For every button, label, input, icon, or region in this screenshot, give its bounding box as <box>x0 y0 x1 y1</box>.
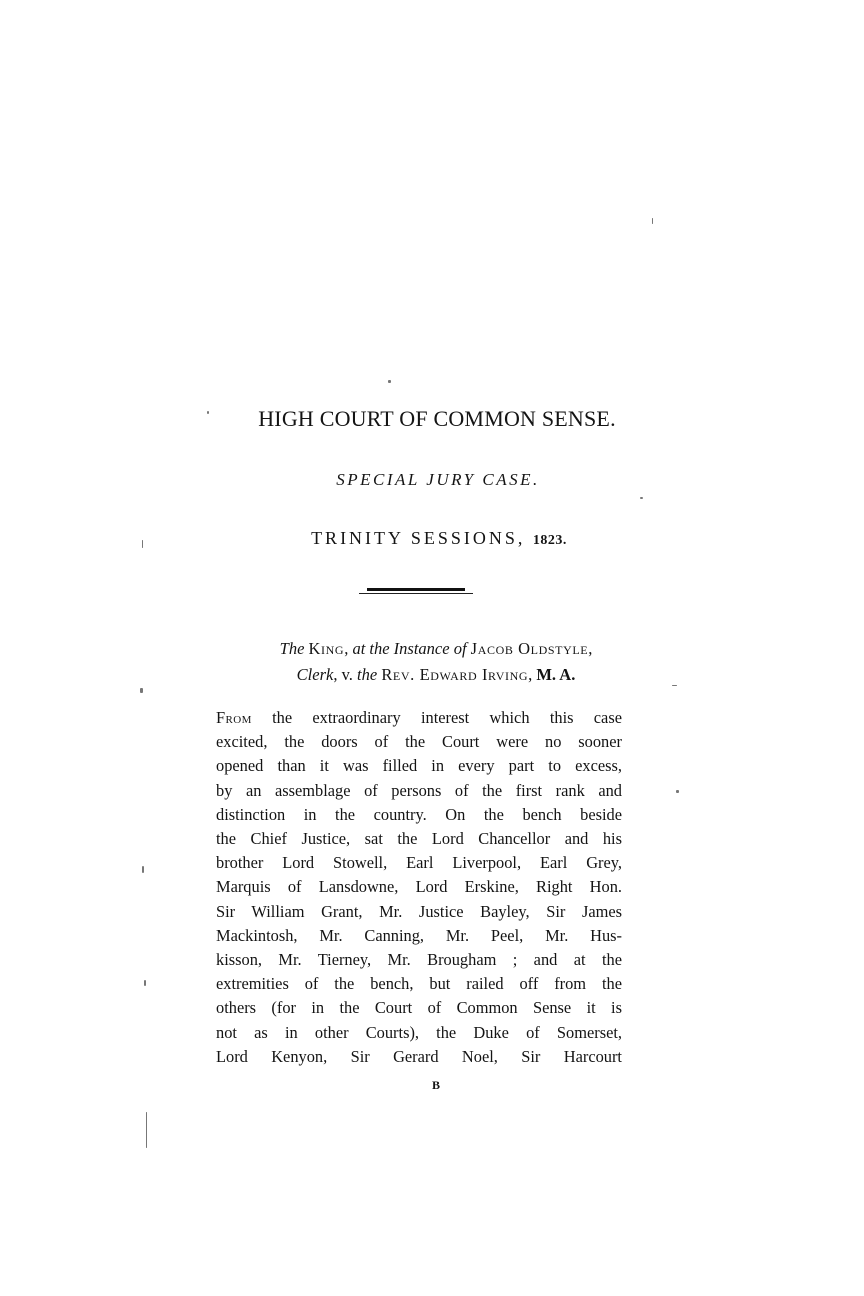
scan-speck <box>672 685 677 686</box>
caption-sep: , <box>344 639 353 658</box>
caption-defendant: Rev. Edward Irving <box>381 665 529 684</box>
body-line-2: excited, the doors of the Court were no sooner <box>216 732 622 752</box>
body-line-8: Marquis of Lansdowne, Lord Erskine, Right Hon. <box>216 877 622 897</box>
caption-line-1 <box>8 636 864 662</box>
body-line-6: the Chief Justice, sat the Lord Chancellor and his <box>216 829 622 849</box>
body-paragraph <box>216 706 622 1069</box>
scan-speck <box>146 1112 147 1148</box>
caption-clerk: Clerk <box>296 665 334 684</box>
scan-speck <box>140 688 143 693</box>
sessions-label: TRINITY SESSIONS, <box>311 528 526 548</box>
caption-the-2: the <box>357 665 378 684</box>
caption-comma: , <box>588 639 593 658</box>
decorative-rule <box>359 588 473 596</box>
body-first-word: From <box>216 708 252 727</box>
scan-speck <box>652 218 653 224</box>
body-line-4: by an assemblage of persons of the first rank and <box>216 780 622 800</box>
body-line-12: extremities of the bench, but railed off from the <box>216 974 622 994</box>
caption-sep-2: , <box>528 665 537 684</box>
case-caption <box>0 636 864 688</box>
scan-speck <box>142 866 144 873</box>
body-line-10: Mackintosh, Mr. Canning, Mr. Peel, Mr. Hus- <box>216 925 622 945</box>
scan-speck <box>142 540 143 548</box>
caption-the: The <box>279 639 305 658</box>
sessions-heading <box>0 528 864 549</box>
caption-plaintiff: Jacob Oldstyle <box>470 639 589 658</box>
caption-line-2 <box>8 662 864 688</box>
body-line-9: Sir William Grant, Mr. Justice Bayley, Sir James <box>216 901 622 921</box>
case-subtitle: SPECIAL JURY CASE. <box>336 470 540 489</box>
scan-speck <box>388 380 391 383</box>
scan-speck <box>640 497 643 499</box>
body-line-1 <box>216 706 622 730</box>
caption-instance: at the Instance of <box>352 639 467 658</box>
body-line-11: kisson, Mr. Tierney, Mr. Brougham ; and at the <box>216 950 622 970</box>
body-line-7: brother Lord Stowell, Earl Liverpool, Earl Grey, <box>216 853 622 873</box>
body-line-14: not as in other Courts), the Duke of Somerset, <box>216 1022 622 1042</box>
caption-degree: M. A. <box>536 665 576 684</box>
body-line-text: the extraordinary interest which this case <box>251 708 622 727</box>
caption-king: King <box>308 639 345 658</box>
signature-mark: B <box>431 1078 440 1092</box>
body-line-3: opened than it was filled in every part to excess, <box>216 756 622 776</box>
body-line-13: others (for in the Court of Common Sense it is <box>216 998 622 1018</box>
caption-versus: , v. <box>333 665 358 684</box>
body-line-15: Lord Kenyon, Sir Gerard Noel, Sir Harcourt <box>216 1046 622 1066</box>
rule-thin-line <box>359 593 473 594</box>
sessions-year: 1823. <box>532 533 567 548</box>
body-line-5: distinction in the country. On the bench beside <box>216 804 622 824</box>
scan-speck <box>207 411 209 414</box>
scan-speck <box>676 790 679 793</box>
rule-thick-line <box>367 588 465 591</box>
scan-speck <box>144 980 146 986</box>
page-title: HIGH COURT OF COMMON SENSE. <box>258 406 616 431</box>
